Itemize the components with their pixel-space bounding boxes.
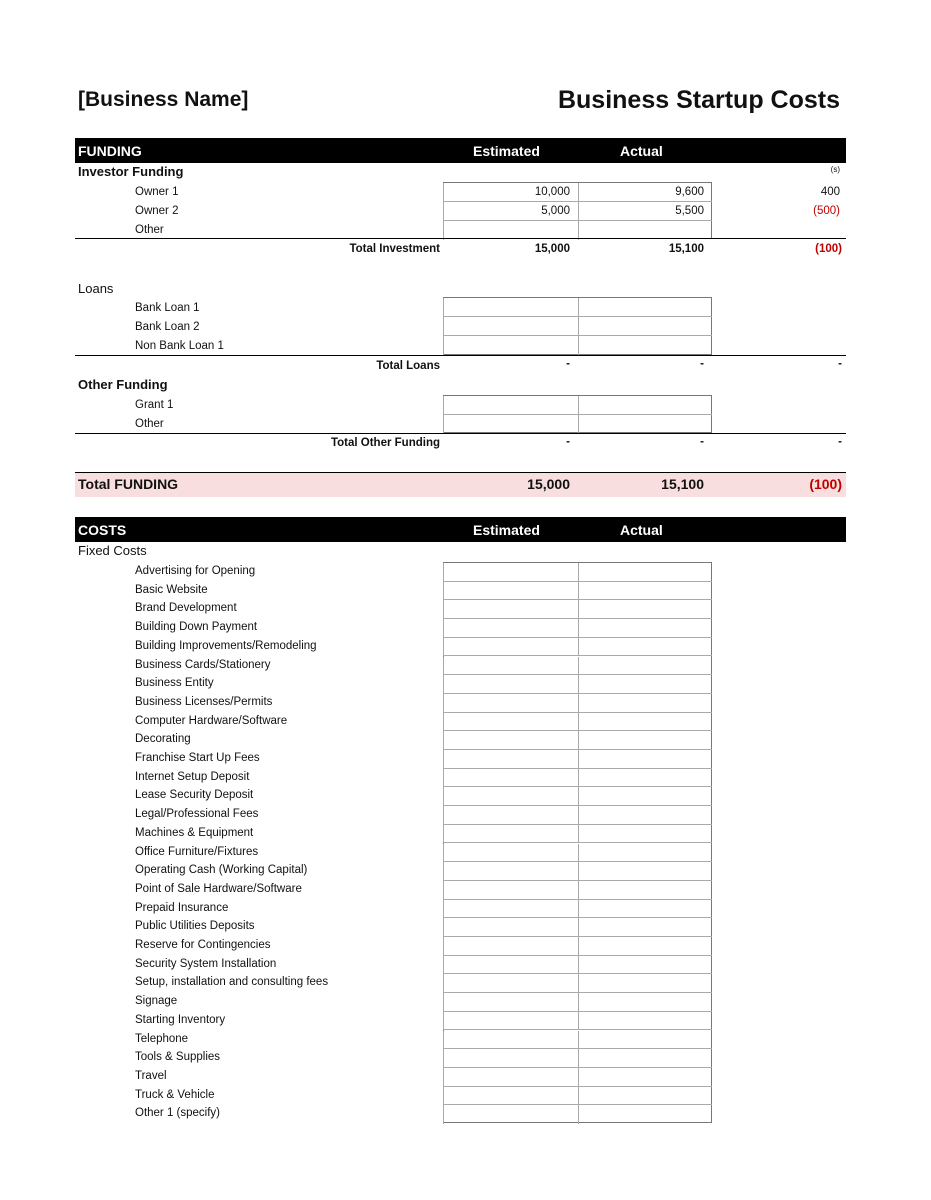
non-bank-loan1-label: Non Bank Loan 1 — [135, 340, 224, 352]
owner1-difference: 400 — [820, 186, 840, 198]
loans-input-grid — [443, 297, 712, 355]
fixed-cost-estimated-cell[interactable] — [443, 563, 578, 582]
total-funding-actual: 15,100 — [661, 476, 704, 492]
fixed-cost-label: Advertising for Opening — [135, 565, 256, 577]
fixed-cost-actual-cell[interactable] — [578, 1031, 712, 1050]
fixed-cost-actual-cell[interactable] — [578, 1068, 712, 1087]
fixed-cost-actual-cell[interactable] — [578, 1087, 712, 1106]
fixed-cost-label: Operating Cash (Working Capital) — [135, 864, 308, 877]
fixed-cost-label: Setup, installation and consulting fees — [135, 976, 329, 989]
fixed-cost-actual-cell[interactable] — [578, 844, 712, 863]
fixed-cost-actual-cell[interactable] — [578, 600, 712, 619]
fixed-cost-estimated-cell[interactable] — [443, 657, 578, 676]
fixed-cost-estimated-cell[interactable] — [443, 900, 578, 919]
owner1-estimated-cell[interactable]: 10,000 — [443, 183, 578, 202]
bank-loan1-estimated-cell[interactable] — [443, 298, 578, 317]
total-other-funding-actual: - — [700, 436, 704, 448]
fixed-cost-estimated-cell[interactable] — [443, 675, 578, 694]
fixed-cost-actual-cell[interactable] — [578, 657, 712, 676]
fixed-cost-actual-cell[interactable] — [578, 750, 712, 769]
fixed-cost-estimated-cell[interactable] — [443, 806, 578, 825]
total-other-funding-label: Total Other Funding — [330, 437, 440, 449]
funding-estimated-header: Estimated — [473, 143, 540, 159]
fixed-cost-label: Legal/Professional Fees — [135, 808, 259, 821]
fixed-cost-label: Signage — [135, 995, 178, 1008]
total-investment-difference: (100) — [815, 243, 842, 255]
fixed-cost-label: Point of Sale Hardware/Software — [135, 882, 302, 895]
fixed-cost-estimated-cell[interactable] — [443, 1012, 578, 1031]
non-bank-loan1-estimated-cell[interactable] — [443, 336, 578, 355]
total-other-funding-estimated: - — [566, 436, 570, 448]
other-funding-total-rule — [75, 433, 846, 434]
fixed-cost-label: Travel — [135, 1069, 167, 1082]
bank-loan2-estimated-cell[interactable] — [443, 317, 578, 336]
other-investor-label: Other — [135, 224, 164, 236]
fixed-cost-estimated-cell[interactable] — [443, 694, 578, 713]
fixed-cost-estimated-cell[interactable] — [443, 1087, 578, 1106]
total-funding-difference: (100) — [809, 476, 842, 492]
owner1-actual-cell[interactable]: 9,600 — [578, 183, 712, 202]
fixed-cost-label: Basic Website — [135, 583, 208, 596]
owner2-actual-cell[interactable]: 5,500 — [578, 202, 712, 221]
fixed-cost-estimated-cell[interactable] — [443, 600, 578, 619]
fixed-cost-label: Business Entity — [135, 677, 214, 690]
fixed-cost-actual-cell[interactable] — [578, 713, 712, 732]
investor-input-grid — [443, 182, 712, 239]
other-funding-title: Other Funding — [78, 377, 168, 392]
fixed-cost-label: Franchise Start Up Fees — [135, 752, 260, 764]
fixed-cost-label: Building Improvements/Remodeling — [135, 639, 317, 652]
fixed-cost-label: Internet Setup Deposit — [135, 770, 250, 783]
bank-loan2-label: Bank Loan 2 — [135, 321, 200, 333]
funding-actual-header: Actual — [620, 143, 663, 159]
fixed-cost-estimated-cell[interactable] — [443, 769, 578, 788]
fixed-cost-actual-cell[interactable] — [578, 1105, 712, 1124]
grant1-label: Grant 1 — [135, 399, 174, 411]
fixed-cost-estimated-cell[interactable] — [443, 787, 578, 806]
owner2-difference: (500) — [813, 205, 840, 217]
fixed-cost-estimated-cell[interactable] — [443, 582, 578, 601]
bank-loan2-actual-cell[interactable] — [578, 317, 712, 336]
fixed-cost-label: Machines & Equipment — [135, 826, 254, 839]
document-title: Business Startup Costs — [557, 86, 840, 114]
fixed-cost-label: Decorating — [135, 733, 191, 746]
fixed-cost-label: Telephone — [135, 1032, 189, 1045]
fixed-cost-label: Office Furniture/Fixtures — [135, 845, 259, 858]
fixed-cost-actual-cell[interactable] — [578, 900, 712, 919]
costs-header-label: COSTS — [78, 522, 127, 538]
fixed-cost-actual-cell[interactable] — [578, 1049, 712, 1068]
funding-header — [75, 138, 846, 163]
costs-header — [75, 517, 846, 542]
owner2-estimated-cell[interactable]: 5,000 — [443, 202, 578, 221]
fixed-cost-estimated-cell[interactable] — [443, 1105, 578, 1124]
total-investment-label: Total Investment — [349, 243, 440, 255]
investor-total-rule — [75, 238, 846, 239]
fixed-cost-label: Truck & Vehicle — [135, 1088, 215, 1101]
costs-actual-header: Actual — [620, 522, 663, 538]
fixed-cost-estimated-cell[interactable] — [443, 881, 578, 900]
fixed-cost-label: Computer Hardware/Software — [135, 714, 288, 727]
fixed-cost-label: Business Cards/Stationery — [135, 658, 271, 671]
total-funding-label: Total FUNDING — [78, 476, 179, 492]
fixed-cost-estimated-cell[interactable] — [443, 862, 578, 881]
total-loans-difference: - — [838, 358, 842, 370]
fixed-cost-estimated-cell[interactable] — [443, 974, 578, 993]
fixed-cost-estimated-cell[interactable] — [443, 713, 578, 732]
fixed-cost-label: Brand Development — [135, 602, 237, 615]
fixed-cost-actual-cell[interactable] — [578, 731, 712, 750]
total-loans-estimated: - — [566, 358, 570, 370]
fixed-cost-label: Other 1 (specify) — [135, 1107, 220, 1120]
other-funding-input-grid — [443, 395, 712, 433]
fixed-cost-estimated-cell[interactable] — [443, 750, 578, 769]
loans-title: Loans — [78, 281, 114, 296]
fixed-cost-estimated-cell[interactable] — [443, 956, 578, 975]
fixed-cost-label: Reserve for Contingencies — [135, 939, 271, 951]
fixed-cost-label: Public Utilities Deposits — [135, 920, 255, 933]
fixed-cost-estimated-cell[interactable] — [443, 619, 578, 638]
fixed-cost-actual-cell[interactable] — [578, 806, 712, 825]
owner2-label: Owner 2 — [135, 205, 179, 217]
investor-funding-title: Investor Funding — [78, 164, 184, 179]
fixed-cost-estimated-cell[interactable] — [443, 918, 578, 937]
fixed-cost-label: Lease Security Deposit — [135, 789, 254, 802]
total-funding-estimated: 15,000 — [527, 476, 570, 492]
fixed-cost-actual-cell[interactable] — [578, 619, 712, 638]
costs-estimated-header: Estimated — [473, 522, 540, 538]
total-loans-label: Total Loans — [376, 360, 440, 372]
fixed-cost-actual-cell[interactable] — [578, 694, 712, 713]
fixed-cost-label: Security System Installation — [135, 957, 277, 970]
bank-loan1-label: Bank Loan 1 — [135, 302, 200, 314]
total-funding-band — [75, 472, 846, 497]
fixed-cost-actual-cell[interactable] — [578, 862, 712, 881]
fixed-cost-actual-cell[interactable] — [578, 675, 712, 694]
fixed-cost-actual-cell[interactable] — [578, 993, 712, 1012]
fixed-costs-title: Fixed Costs — [78, 543, 147, 558]
fixed-cost-actual-cell[interactable] — [578, 638, 712, 657]
other-funding-other-label: Other — [135, 418, 164, 430]
other-funding-estimated-cell[interactable] — [443, 415, 578, 434]
business-name[interactable]: [Business Name] — [78, 88, 249, 111]
fixed-cost-actual-cell[interactable] — [578, 787, 712, 806]
fixed-cost-label: Starting Inventory — [135, 1013, 226, 1026]
fixed-cost-actual-cell[interactable] — [578, 881, 712, 900]
bank-loan1-actual-cell[interactable] — [578, 298, 712, 317]
fixed-cost-estimated-cell[interactable] — [443, 1049, 578, 1068]
owner1-label: Owner 1 — [135, 186, 179, 198]
grant1-estimated-cell[interactable] — [443, 396, 578, 415]
fixed-cost-estimated-cell[interactable] — [443, 844, 578, 863]
fixed-cost-actual-cell[interactable] — [578, 563, 712, 582]
fixed-costs-input-grid — [443, 562, 712, 1123]
fixed-cost-actual-cell[interactable] — [578, 918, 712, 937]
fixed-cost-estimated-cell[interactable] — [443, 937, 578, 956]
difference-label: (s) — [830, 165, 840, 174]
total-other-funding-difference: - — [838, 436, 842, 448]
fixed-cost-estimated-cell[interactable] — [443, 638, 578, 657]
fixed-cost-estimated-cell[interactable] — [443, 1068, 578, 1087]
fixed-cost-actual-cell[interactable] — [578, 825, 712, 844]
fixed-cost-label: Tools & Supplies — [135, 1051, 221, 1064]
fixed-cost-actual-cell[interactable] — [578, 769, 712, 788]
fixed-cost-actual-cell[interactable] — [578, 582, 712, 601]
total-investment-actual: 15,100 — [668, 243, 704, 255]
fixed-cost-actual-cell[interactable] — [578, 974, 712, 993]
fixed-cost-actual-cell[interactable] — [578, 956, 712, 975]
fixed-cost-actual-cell[interactable] — [578, 937, 712, 956]
fixed-cost-label: Business Licenses/Permits — [135, 695, 273, 708]
fixed-cost-estimated-cell[interactable] — [443, 993, 578, 1012]
fixed-cost-estimated-cell[interactable] — [443, 1031, 578, 1050]
funding-header-label: FUNDING — [78, 143, 142, 159]
fixed-cost-estimated-cell[interactable] — [443, 825, 578, 844]
non-bank-loan1-actual-cell[interactable] — [578, 336, 712, 355]
fixed-cost-estimated-cell[interactable] — [443, 731, 578, 750]
loans-total-rule — [75, 355, 846, 356]
fixed-cost-label: Prepaid Insurance — [135, 901, 229, 914]
grant1-actual-cell[interactable] — [578, 396, 712, 415]
fixed-cost-label: Building Down Payment — [135, 621, 258, 634]
total-loans-actual: - — [700, 358, 704, 370]
fixed-cost-actual-cell[interactable] — [578, 1012, 712, 1031]
other-funding-actual-cell[interactable] — [578, 415, 712, 434]
total-investment-estimated: 15,000 — [534, 243, 570, 255]
